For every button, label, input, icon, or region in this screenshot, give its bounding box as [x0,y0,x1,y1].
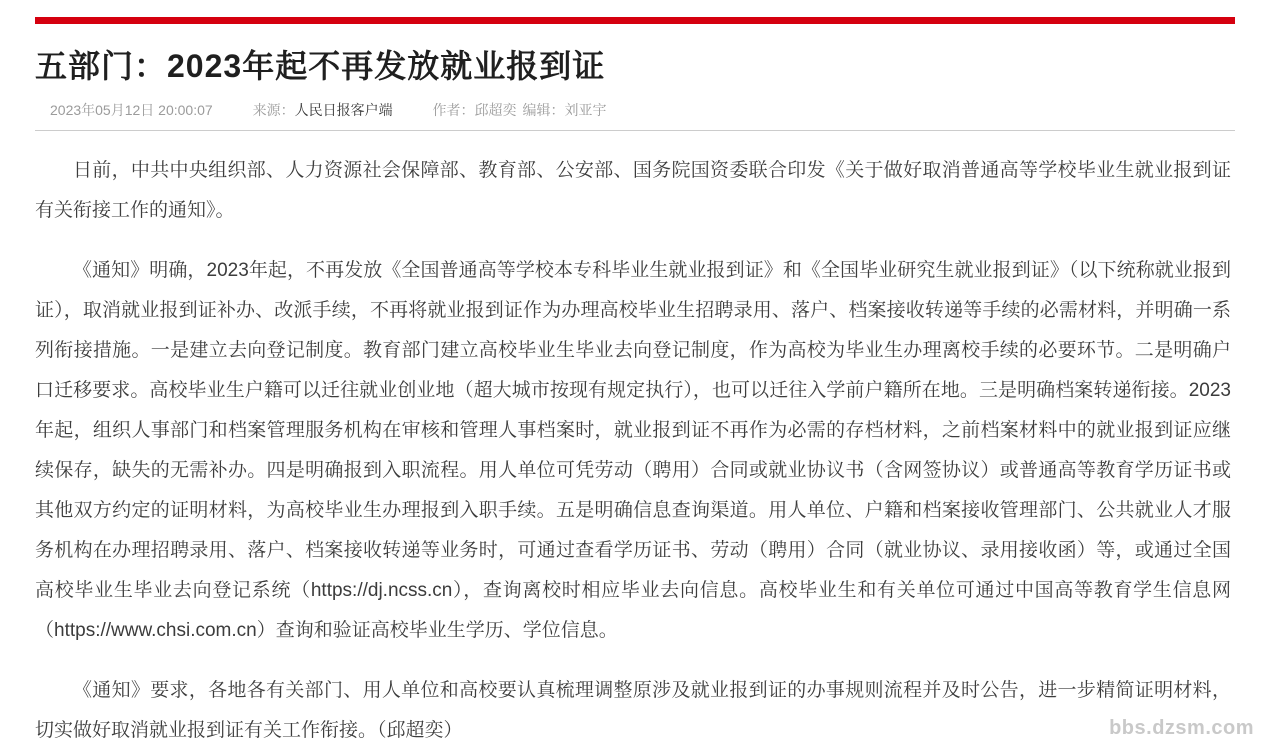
article-paragraph: 《通知》明确，2023年起，不再发放《全国普通高等学校本专科毕业生就业报到证》和《全国毕业研究生就业报到证》（以下统称就业报到证），取消就业报到证补办、改派手续，不再将就业报到证作为办理高校毕业生招聘录用、落户、档案接收转递等手续的必需材料，并明确一系列衔接措施。一是建立去向登记制度。教育部门建立高校毕业生毕业去向登记制度，作为高校为毕业生办理离校手续的必要环节。二是明确户口迁移要求。高校毕业生户籍可以迁往就业创业地（超大城市按现有规定执行），也可以迁往入学前户籍所在地。三是明确档案转递衔接。2023年起，组织人事部门和档案管理服务机构在审核和管理人事档案时，就业报到证不再作为必需的存档材料，之前档案材料中的就业报到证应继续保存，缺失的无需补办。四是明确报到入职流程。用人单位可凭劳动（聘用）合同或就业协议书（含网签协议）或普通高等教育学历证书或其他双方约定的证明材料，为高校毕业生办理报到入职手续。五是明确信息查询渠道。用人单位、户籍和档案接收管理部门、公共就业人才服务机构在办理招聘录用、落户、档案接收转递等业务时，可通过查看学历证书、劳动（聘用）合同（就业协议、录用接收函）等，或通过全国高校毕业生毕业去向登记系统（https://dj.ncss.cn），查询离校时相应毕业去向信息。高校毕业生和有关单位可通过中国高等教育学生信息网（https://www.chsi.com.cn）查询和验证高校毕业生学历、学位信息。 [35,260,1231,641]
page-title: 五部门：2023年起不再发放就业报到证 [35,48,606,84]
editor-value: 刘亚宇 [564,102,607,118]
article-content [35,44,1235,746]
article-paragraph: 日前，中共中央组织部、人力资源社会保障部、教育部、公安部、国务院国资委联合印发《关于做好取消普通高等学校毕业生就业报到证有关衔接工作的通知》。 [35,160,1231,221]
top-accent-bar [35,17,1235,24]
article-body [35,151,1231,746]
source-label: 来源： [252,102,295,118]
editor-label: 编辑： [522,102,565,118]
article-paragraph: 《通知》要求，各地各有关部门、用人单位和高校要认真梳理调整原涉及就业报到证的办事规则流程并及时公告，进一步精简证明材料，切实做好取消就业报到证有关工作衔接。（邱超奕） [35,680,1231,741]
meta-divider [35,130,1235,131]
publish-datetime: 2023年05月12日 20:00:07 [50,102,213,118]
author-label: 作者： [432,102,475,118]
article-meta [50,100,1235,120]
source-value: 人民日报客户端 [294,102,393,118]
watermark: bbs.dzsm.com [1109,717,1254,739]
author-value: 邱超奕 [474,102,517,118]
author-editor-field [432,100,606,120]
source-field [253,100,393,120]
